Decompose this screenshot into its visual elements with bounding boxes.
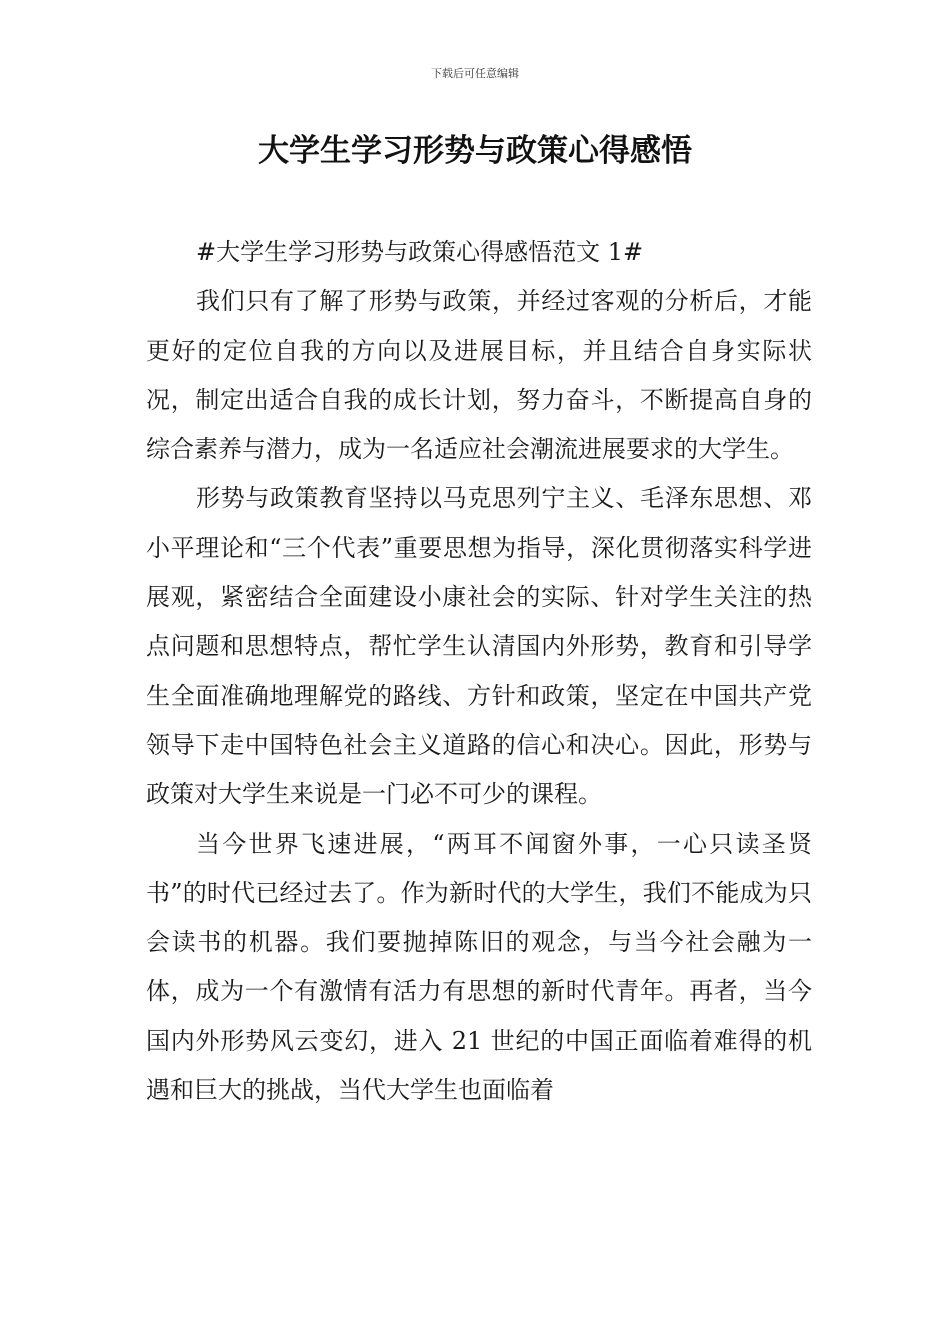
paragraph: 我们只有了解了形势与政策，并经过客观的分析后，才能更好的定位自我的方向以及进展目标，并且结合自身实际状况，制定出适合自我的成长计划，努力奋斗，不断提高自身的综合素养与潜力，成为一名适应社会潮流进展要求的大学生。 (146, 287, 812, 464)
document-title: 大学生学习形势与政策心得感悟 (258, 133, 692, 169)
header-note: 下载后可任意编辑 (431, 67, 519, 80)
paragraph: 当今世界飞速进展，“两耳不闻窗外事，一心只读圣贤书”的时代已经过去了。作为新时代的大学生，我们不能成为只会读书的机器。我们要抛掉陈旧的观念，与当今社会融为一体，成为一个有激情有活力有思想的新时代青年。再者，当今国内外形势风云变幻，进入 21 世纪的中国正面临着难得的机遇和巨大的挑战，当代大学生也面临着 (146, 829, 812, 1105)
paragraph-heading: #大学生学习形势与政策心得感悟范文 1# (196, 238, 644, 266)
paragraph: 形势与政策教育坚持以马克思列宁主义、毛泽东思想、邓小平理论和“三个代表”重要思想为指导，深化贯彻落实科学进展观，紧密结合全面建设小康社会的实际、针对学生关注的热点问题和思想特点，帮忙学生认清国内外形势，教育和引导学生全面准确地理解党的路线、方针和政策，坚定在中国共产党领导下走中国特色社会主义道路的信心和决心。因此，形势与政策对大学生来说是一门必不可少的课程。 (146, 484, 812, 809)
document-body (146, 228, 812, 1115)
